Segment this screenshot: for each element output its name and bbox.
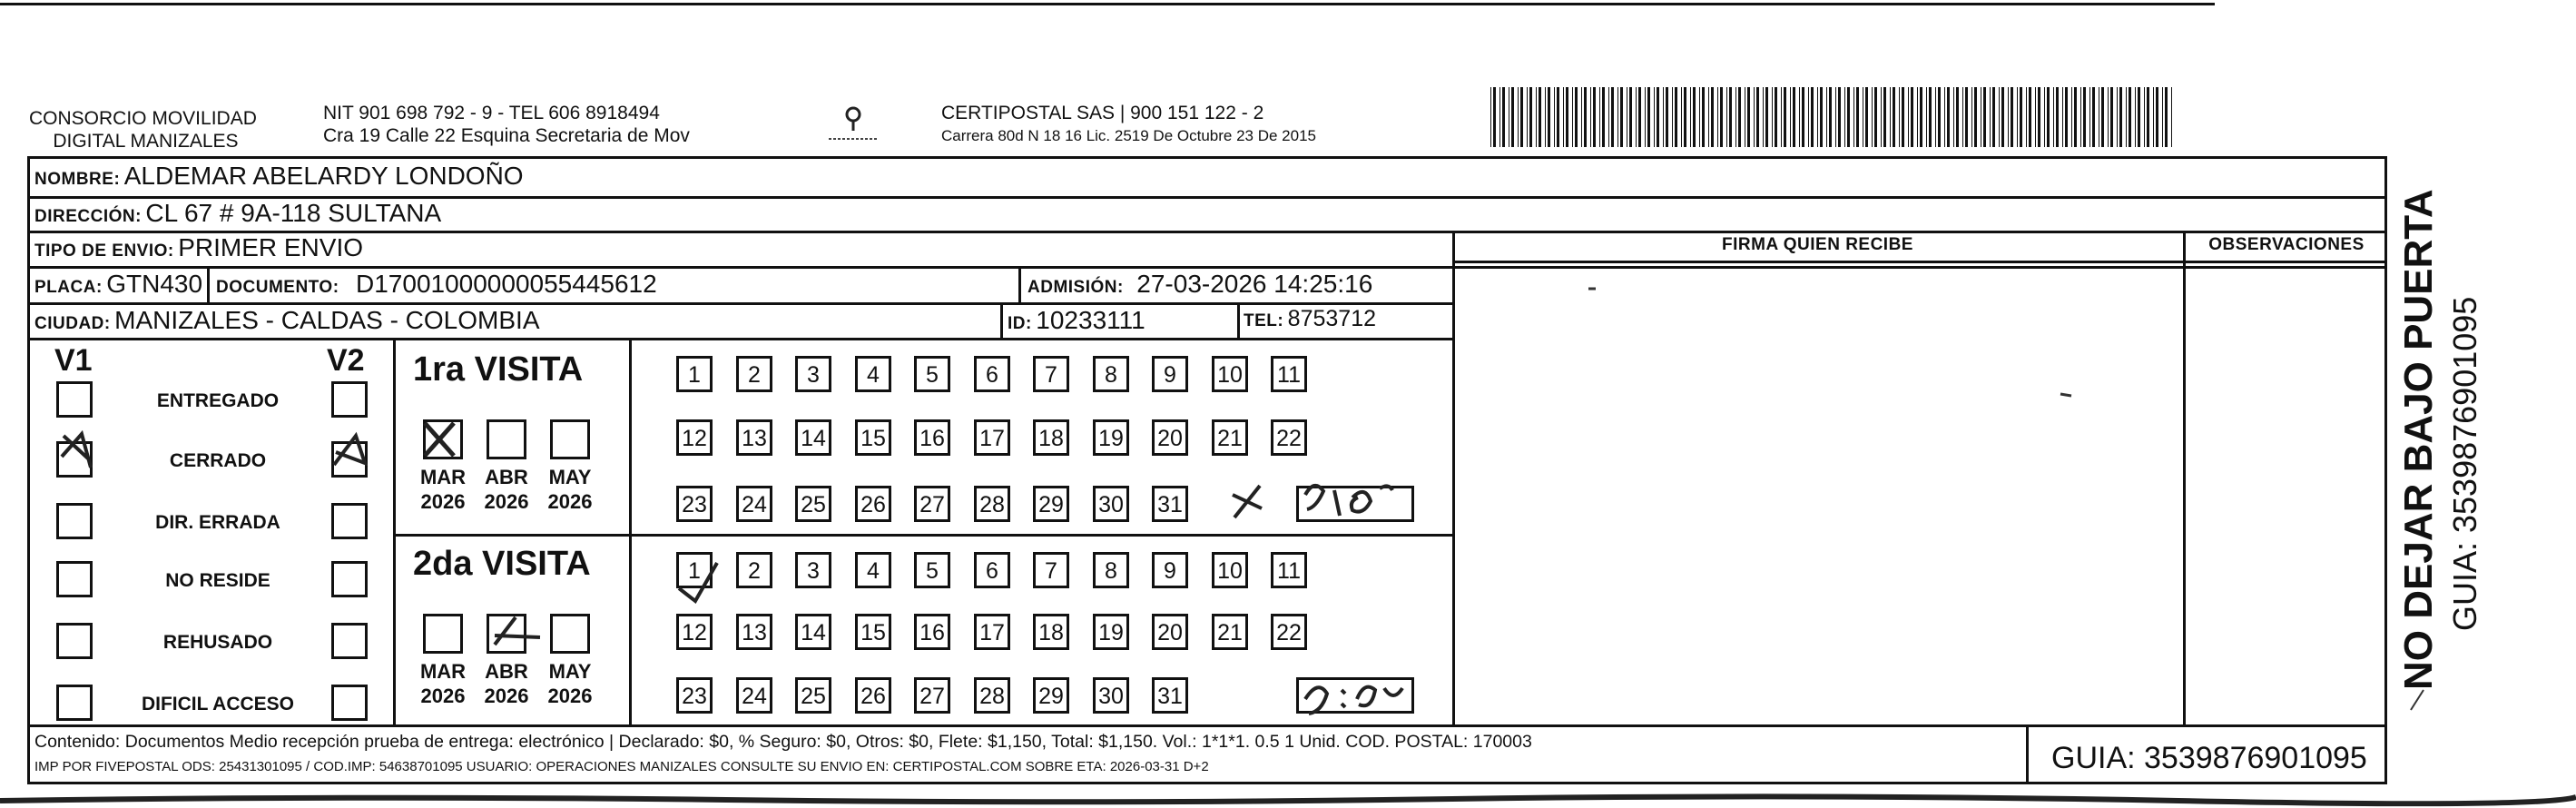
visit2-day-9[interactable]: 9 xyxy=(1152,552,1188,588)
side-warning: NO DEJAR BAJO PUERTA xyxy=(2396,189,2441,690)
visit2-day-28[interactable]: 28 xyxy=(974,677,1010,714)
id-field: ID: 10233111 xyxy=(1008,306,1145,334)
visit1-day-21[interactable]: 21 xyxy=(1212,419,1248,456)
status-label: DIR. ERRADA xyxy=(155,512,280,533)
visit2-day-25[interactable]: 25 xyxy=(795,677,831,714)
visit2-day-14[interactable]: 14 xyxy=(795,614,831,650)
footer-imp: IMP POR FIVEPOSTAL ODS: 25431301095 / COD.IMP: 54638701095 USUARIO: OPERACIONES MANIZALES CONSULTE SU ENVIO EN: CERTIPOSTAL.COM SOBRE ETA: 2026-03-31 D+2 xyxy=(34,759,1209,774)
v2-label: V2 xyxy=(327,343,365,378)
visit2-month-label: MAR 2026 xyxy=(419,660,467,707)
visit1-day-4[interactable]: 4 xyxy=(855,356,891,392)
status-label: REHUSADO xyxy=(162,632,273,653)
visit2-day-10[interactable]: 10 xyxy=(1212,552,1248,588)
visit1-day-30[interactable]: 30 xyxy=(1093,486,1129,522)
visit2-day-16[interactable]: 16 xyxy=(914,614,950,650)
visit1-day-22[interactable]: 22 xyxy=(1271,419,1307,456)
placa-value: GTN430 xyxy=(106,270,203,298)
visit2-day-31[interactable]: 31 xyxy=(1152,677,1188,714)
visit2-day-19[interactable]: 19 xyxy=(1093,614,1129,650)
visit1-day-26[interactable]: 26 xyxy=(855,486,891,522)
visit2-day-1[interactable]: 1 xyxy=(676,552,713,588)
tel-value: 8753712 xyxy=(1287,306,1376,331)
visit1-day-31[interactable]: 31 xyxy=(1152,486,1188,522)
visit2-day-12[interactable]: 12 xyxy=(676,614,713,650)
tel-field: TEL: 8753712 xyxy=(1244,306,1376,331)
visit2-day-30[interactable]: 30 xyxy=(1093,677,1129,714)
second-visit-title: 2da VISITA xyxy=(413,545,591,583)
visit2-day-24[interactable]: 24 xyxy=(736,677,772,714)
visit2-day-11[interactable]: 11 xyxy=(1271,552,1307,588)
tipo-envio-field: TIPO DE ENVIO: PRIMER ENVIO xyxy=(34,233,364,261)
v1-label: V1 xyxy=(54,343,93,378)
ciudad-value: MANIZALES - CALDAS - COLOMBIA xyxy=(114,306,540,334)
placa-field: PLACA: GTN430 xyxy=(34,270,203,298)
visit1-month-label: MAR 2026 xyxy=(419,466,467,513)
admision-field: ADMISIÓN: 27-03-2026 14:25:16 xyxy=(1027,270,1373,298)
nombre-field: NOMBRE: ALDEMAR ABELARDY LONDOÑO xyxy=(34,162,524,190)
visit1-day-8[interactable]: 8 xyxy=(1093,356,1129,392)
footer-contenido: Contenido: Documentos Medio recepción prueba de entrega: electrónico | Declarado: $0, % Seguro: $0, Otros: $0, Flete: $1,150, Total: $1,150. Vol.: 1*1*1. 0.5 1 Unid. COD. POSTAL: 170003 xyxy=(34,732,1532,752)
documento-field: DOCUMENTO: D17001000000055445612 xyxy=(216,270,657,298)
visit1-day-20[interactable]: 20 xyxy=(1152,419,1188,456)
visit1-day-17[interactable]: 17 xyxy=(974,419,1010,456)
side-guia: GUIA: 3539876901095 xyxy=(2446,296,2483,631)
visit2-day-18[interactable]: 18 xyxy=(1033,614,1069,650)
visit1-day-6[interactable]: 6 xyxy=(974,356,1010,392)
visit1-day-3[interactable]: 3 xyxy=(795,356,831,392)
visit2-day-5[interactable]: 5 xyxy=(914,552,950,588)
status-label: NO RESIDE xyxy=(165,570,270,591)
company-nit-address: NIT 901 698 792 - 9 - TEL 606 8918494 Cra 19 Calle 22 Esquina Secretaria de Mov xyxy=(323,103,690,146)
visit1-day-15[interactable]: 15 xyxy=(855,419,891,456)
visit2-month-label: ABR 2026 xyxy=(484,660,529,707)
visit2-day-4[interactable]: 4 xyxy=(855,552,891,588)
visit1-day-1[interactable]: 1 xyxy=(676,356,713,392)
status-label: CERRADO xyxy=(169,450,267,471)
visit1-day-24[interactable]: 24 xyxy=(736,486,772,522)
visit1-day-16[interactable]: 16 xyxy=(914,419,950,456)
observaciones-header: OBSERVACIONES xyxy=(2208,235,2365,254)
visit2-day-27[interactable]: 27 xyxy=(914,677,950,714)
visit2-day-6[interactable]: 6 xyxy=(974,552,1010,588)
visit2-day-22[interactable]: 22 xyxy=(1271,614,1307,650)
ciudad-field: CIUDAD: MANIZALES - CALDAS - COLOMBIA xyxy=(34,306,540,334)
id-value: 10233111 xyxy=(1036,306,1145,334)
direccion-field: DIRECCIÓN: CL 67 # 9A-118 SULTANA xyxy=(34,199,442,227)
nombre-value: ALDEMAR ABELARDY LONDOÑO xyxy=(123,162,524,190)
visit1-day-12[interactable]: 12 xyxy=(676,419,713,456)
visit2-day-17[interactable]: 17 xyxy=(974,614,1010,650)
visit1-day-27[interactable]: 27 xyxy=(914,486,950,522)
documento-value: D17001000000055445612 xyxy=(356,270,657,298)
visit1-day-13[interactable]: 13 xyxy=(736,419,772,456)
company-name: CONSORCIO MOVILIDAD DIGITAL MANIZALES xyxy=(29,108,257,152)
visit1-day-7[interactable]: 7 xyxy=(1033,356,1069,392)
tipo-envio-value: PRIMER ENVIO xyxy=(178,233,364,261)
firma-header: FIRMA QUIEN RECIBE xyxy=(1722,235,1913,254)
visit1-day-19[interactable]: 19 xyxy=(1093,419,1129,456)
admision-value: 27-03-2026 14:25:16 xyxy=(1136,270,1373,298)
visit2-day-3[interactable]: 3 xyxy=(795,552,831,588)
visit1-day-9[interactable]: 9 xyxy=(1152,356,1188,392)
footer-guia: GUIA: 3539876901095 xyxy=(2051,741,2367,775)
visit2-month-label: MAY 2026 xyxy=(547,660,593,707)
visit2-day-2[interactable]: 2 xyxy=(736,552,772,588)
status-label: ENTREGADO xyxy=(156,390,280,411)
direccion-value: CL 67 # 9A-118 SULTANA xyxy=(145,199,442,227)
visit1-day-2[interactable]: 2 xyxy=(736,356,772,392)
visit2-day-7[interactable]: 7 xyxy=(1033,552,1069,588)
visit2-day-23[interactable]: 23 xyxy=(676,677,713,714)
visit1-day-29[interactable]: 29 xyxy=(1033,486,1069,522)
first-visit-title: 1ra VISITA xyxy=(413,350,584,389)
visit2-day-21[interactable]: 21 xyxy=(1212,614,1248,650)
status-label: DIFICIL ACCESO xyxy=(141,694,294,714)
visit2-day-13[interactable]: 13 xyxy=(736,614,772,650)
visit2-day-20[interactable]: 20 xyxy=(1152,614,1188,650)
visit2-day-29[interactable]: 29 xyxy=(1033,677,1069,714)
visit1-month-label: MAY 2026 xyxy=(547,466,593,513)
visit1-day-5[interactable]: 5 xyxy=(914,356,950,392)
visit1-month-label: ABR 2026 xyxy=(484,466,529,513)
visit2-day-8[interactable]: 8 xyxy=(1093,552,1129,588)
visit1-day-23[interactable]: 23 xyxy=(676,486,713,522)
sheet-bottom-edge xyxy=(0,792,2576,808)
visit1-day-11[interactable]: 11 xyxy=(1271,356,1307,392)
visit1-day-18[interactable]: 18 xyxy=(1033,419,1069,456)
visit1-day-25[interactable]: 25 xyxy=(795,486,831,522)
visit1-day-28[interactable]: 28 xyxy=(974,486,1010,522)
visit1-day-10[interactable]: 10 xyxy=(1212,356,1248,392)
carrier-info: CERTIPOSTAL SAS | 900 151 122 - 2 Carrera 80d N 18 16 Lic. 2519 De Octubre 23 De 2015 xyxy=(941,103,1316,144)
visit2-day-15[interactable]: 15 xyxy=(855,614,891,650)
visit1-day-14[interactable]: 14 xyxy=(795,419,831,456)
visit2-day-26[interactable]: 26 xyxy=(855,677,891,714)
